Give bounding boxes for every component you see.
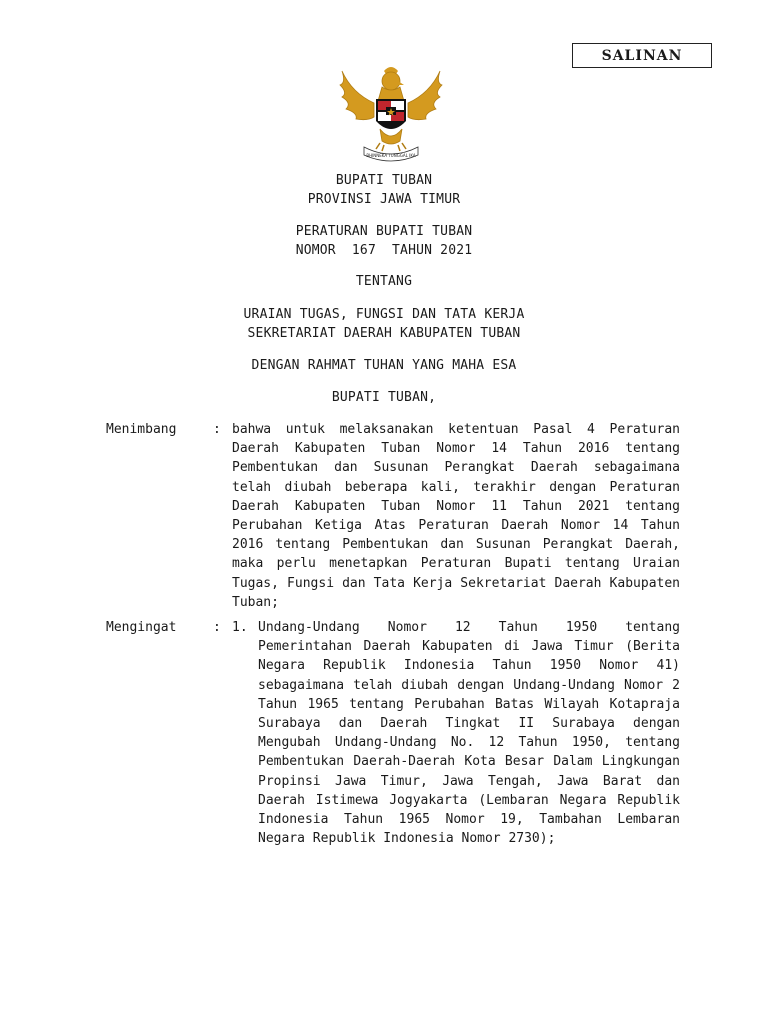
issuer: BUPATI TUBAN [335,173,433,188]
mengingat-item-text: Undang-Undang Nomor 12 Tahun 1950 tentang Pemerintahan Daerah Kabupaten di Jawa Timur (Berita Negara Republik Indonesia Tahun 1950 Nomor 41) sebagaimana telah diubah dengan Undang-Undang Nomor 2 Tahun 1965 tentang Perubahan Batas Wilayah Kotapraja Surabaya dan Daerah Tingkat II Surabaya dengan Mengubah Undang-Undang No. 12 Tahun 1950, tentang Pembentukan Daerah-Daerah Kota Besar Dalam Lingkungan Propinsi Jawa Timur, Jawa Tengah, Jawa Barat dan Daerah Istimewa Jogyakarta (Lembaran Negara Republik Indonesia Tahun 1965 Nomor 19, Tambahan Lembaran Negara Republik Indonesia Nomor 2730); [258,620,680,847]
menimbang-label: Menimbang [106,422,177,437]
regulation-subject [0,305,768,343]
regulation-title: PERATURAN BUPATI TUBAN [295,224,473,239]
preamble: DENGAN RAHMAT TUHAN YANG MAHA ESA [251,358,517,373]
province: PROVINSI JAWA TIMUR [307,192,461,207]
regulation-heading [0,222,768,260]
svg-text:BHINNEKA TUNGGAL IKA: BHINNEKA TUNGGAL IKA [366,153,416,158]
document-header [0,171,768,209]
regulation-number: NOMOR 167 TAHUN 2021 [295,243,473,258]
menimbang-colon: : [213,422,221,437]
about-label: TENTANG [355,274,413,289]
mengingat-label: Mengingat [106,620,177,635]
menimbang-text: bahwa untuk melaksanakan ketentuan Pasal 4 Peraturan Daerah Kabupaten Tuban Nomor 14 Tahun 2016 tentang Pembentukan dan Susunan Perangkat Daerah sebagaimana telah diubah beberapa kali, terakhir dengan Peraturan Daerah Kabupaten Tuban Nomor 11 Tahun 2021 tentang Perubahan Ketiga Atas Peraturan Daerah Nomor 14 Tahun 2016 tentang Pembentukan dan Susunan Perangkat Daerah, maka perlu menetapkan Peraturan Bupati tentang Uraian Tugas, Fungsi dan Tata Kerja Sekretariat Daerah Kabupaten Tuban; [232,422,680,610]
signatory: BUPATI TUBAN, [331,390,437,405]
subject-line-1: URAIAN TUGAS, FUNGSI DAN TATA KERJA [243,307,525,322]
mengingat-colon: : [213,620,221,635]
garuda-emblem [334,63,448,165]
mengingat-item-number: 1. [232,620,248,635]
subject-line-2: SEKRETARIAT DAERAH KABUPATEN TUBAN [247,326,521,341]
salinan-stamp: SALINAN [572,43,712,68]
